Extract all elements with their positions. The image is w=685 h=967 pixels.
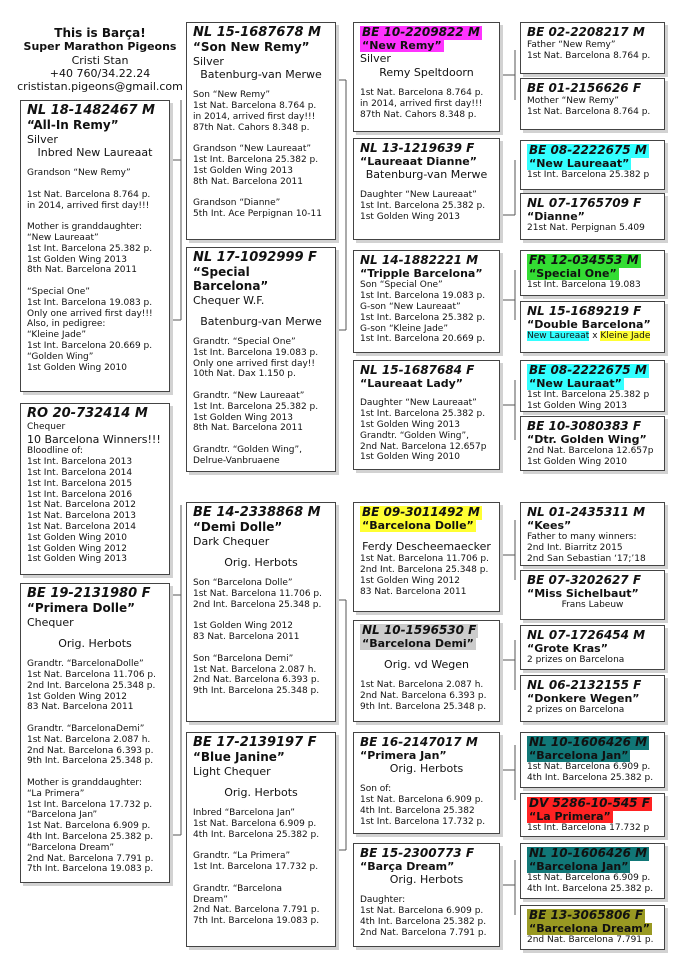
ring-number: DV 5286-10-545 F bbox=[529, 796, 650, 810]
ring-number: NL 10-1606426 M bbox=[529, 846, 648, 860]
pigeon-results: 1st Nat. Barcelona 8.764 p. in 2014, arrived first day!!! 87th Nat. Cahors 8.348 p. bbox=[360, 87, 484, 120]
pigeon-name: “Son New Remy” bbox=[193, 39, 310, 54]
pigeon-results: Grandson “New Remy” 1st Nat. Barcelona 8.764 p. in 2014, arrived first day!!! Mother is granddaughter: “New Laureaat” 1st Int. Barcelona 25.382 p. 1st Golden Wing 2013 8th Nat. Barcelona 2011 “Special One” 1st Int. Barcelona 19.083 p. Only one arrived first day!!! Also, in pedigree: “Kleine Jade” 1st Int. Barcelona 20.669 p. “Golden Wing” 1st Golden Wing 2010 bbox=[27, 168, 153, 373]
pigeon-name: “Grote Kras” bbox=[527, 641, 608, 655]
pigeon-color: Silver bbox=[27, 132, 58, 146]
ring-number: NL 17-1092999 F bbox=[193, 250, 317, 265]
pigeon-breeder: Batenburg-van Merwe bbox=[200, 315, 322, 329]
pigeon-card-laureaat-lady bbox=[353, 360, 500, 470]
ring-number: NL 18-1482467 M bbox=[27, 103, 155, 118]
ring-number: NL 15-1687684 F bbox=[360, 363, 475, 377]
ring-number: FR 12-034553 M bbox=[529, 253, 639, 267]
pigeon-card-barcelona-jan-2: NL 10-1606426 M “Barcelona Jan” 1st Nat. Barcelona 6.909 p. 4th Int. Barcelona 25.382 p. bbox=[520, 843, 665, 899]
pigeon-name: “Special One” bbox=[529, 266, 617, 280]
pigeon-color: Light Chequer bbox=[193, 764, 271, 778]
pigeon-note: 10 Barcelona Winners!!! bbox=[27, 432, 161, 446]
ring-number: BE 15-2300773 F bbox=[360, 846, 475, 860]
pigeon-card-blue-janine bbox=[186, 732, 336, 947]
pigeon-breeder: Frans Labeuw bbox=[561, 600, 624, 611]
pigeon-card-miss-sichelbaut bbox=[520, 570, 665, 620]
ring-number: BE 08-2222675 M bbox=[529, 143, 647, 157]
pigeon-results: Daughter “New Laureaat” 1st Int. Barcelona 25.382 p. 1st Golden Wing 2013 Grandtr. “Golden Wing”, 2nd Nat. Barcelona 12.657p 1st Golden Wing 2010 bbox=[360, 398, 487, 463]
ring-number: BE 09-3011492 M bbox=[362, 505, 480, 519]
pigeon-card-donkere-wegen: NL 06-2132155 F “Donkere Wegen” 2 prizes on Barcelona bbox=[520, 675, 665, 722]
pigeon-color: Chequer bbox=[27, 615, 74, 629]
pigeon-name: “Laureaat Dianne” bbox=[360, 154, 477, 168]
pigeon-card-special-barcelona bbox=[186, 247, 336, 472]
pigeon-color: Dark Chequer bbox=[193, 534, 270, 548]
pigeon-breeder: Orig. Herbots bbox=[224, 786, 298, 800]
pigeon-breeder: Batenburg-van Merwe bbox=[200, 68, 322, 82]
pigeon-breeder: Batenburg-van Merwe bbox=[365, 168, 488, 182]
ring-number: NL 10-1606426 M bbox=[529, 735, 648, 749]
pigeon-card-main bbox=[20, 100, 170, 392]
pigeon-color: Silver bbox=[193, 54, 224, 68]
pigeon-results: Daughter: 1st Nat. Barcelona 6.909 p. 4th Int. Barcelona 25.382 p. 2nd Nat. Barcelona 7.791 p. bbox=[360, 895, 487, 938]
ring-number: BE 07-3202627 F bbox=[527, 573, 642, 587]
ring-number: NL 07-1765709 F bbox=[527, 196, 642, 210]
pigeon-name: “New Laureaat” bbox=[529, 156, 630, 170]
pigeon-results: Bloodline of: 1st Int. Barcelona 2013 1st Int. Barcelona 2014 1st Int. Barcelona 2015 1st Int. Barcelona 2016 1st Nat. Barcelona 2012 1st Nat. Barcelona 2013 1st Nat. Barcelona 2014 1st Golden Wing 2010 1st Golden Wing 2012 1st Golden Wing 2013 bbox=[27, 446, 136, 565]
pigeon-breeder: Orig. Herbots bbox=[389, 873, 464, 887]
pigeon-color: Chequer W.F. bbox=[193, 293, 265, 307]
pigeon-results: Son “Barcelona Dolle” 1st Nat. Barcelona 11.706 p. 2nd Int. Barcelona 25.348 p. 1st Golden Wing 2012 83 Nat. Barcelona 2011 Son “Barcelona Demi” 1st Nat. Barcelona 2.087 h. 2nd Nat. Barcelona 6.393 p. 9th Int. Barcelona 25.348 p. bbox=[193, 578, 322, 697]
pigeon-results: Son of: 1st Nat. Barcelona 6.909 p. 4th Int. Barcelona 25.382 1st Int. Barcelona 17.732 p. bbox=[360, 784, 486, 827]
pigeon-name: “Barcelona Dolle” bbox=[362, 518, 474, 532]
pigeon-card-barcelona-jan: NL 10-1606426 M “Barcelona Jan” 1st Nat. Barcelona 6.909 p. 4th Int. Barcelona 25.382 p. bbox=[520, 732, 665, 788]
pigeon-breeder: Ferdy Descheemaecker bbox=[362, 540, 491, 554]
pigeon-card-demi-dolle bbox=[186, 502, 336, 722]
pigeon-card-father-new-remy: BE 02-2208217 M Father “New Remy” 1st Nat. Barcelona 8.764 p. bbox=[520, 22, 665, 74]
pigeon-breeder: Orig. Herbots bbox=[224, 556, 298, 570]
pigeon-card-new-laureaat: BE 08-2222675 M “New Laureaat” 1st Int. Barcelona 25.382 p bbox=[520, 140, 665, 190]
pigeon-card-barcelona-dolle bbox=[353, 502, 500, 612]
pigeon-name: “Demi Dolle” bbox=[193, 519, 283, 534]
pigeon-name: “Barcelona Jan” bbox=[529, 748, 629, 762]
pigeon-name: “Laureaat Lady” bbox=[360, 376, 464, 390]
ring-number: BE 02-2208217 M bbox=[527, 25, 645, 39]
ring-number: BE 16-2147017 M bbox=[360, 735, 478, 749]
pigeon-card-son-new-remy bbox=[186, 22, 336, 240]
pigeon-name: “Primera Jan” bbox=[360, 748, 447, 762]
pigeon-breeder: Orig. Herbots bbox=[58, 637, 132, 651]
pigeon-breeder: Orig. Herbots bbox=[389, 762, 464, 776]
pigeon-card-chequer bbox=[20, 403, 170, 575]
pigeon-name: “Double Barcelona” bbox=[527, 317, 651, 331]
pigeon-card-dtr-golden-wing: BE 10-3080383 F “Dtr. Golden Wing” 2nd Nat. Barcelona 12.657p 1st Golden Wing 2010 bbox=[520, 416, 665, 471]
ring-number: NL 06-2132155 F bbox=[527, 678, 642, 692]
pigeon-card-la-primera: DV 5286-10-545 F “La Primera” 1st Int. Barcelona 17.732 p bbox=[520, 793, 665, 837]
ring-number: NL 13-1219639 F bbox=[360, 141, 475, 155]
pigeon-name: “New Lauraat” bbox=[529, 376, 622, 390]
parent-tag: New Laureaat bbox=[527, 331, 590, 342]
pigeon-results: Son “New Remy” 1st Nat. Barcelona 8.764 p. in 2014, arrived first day!!! 87th Nat. Cahors 8.348 p. Grandson “New Laureaat” 1st Int. Barcelona 25.382 p. 1st Golden Wing 2013 8th Nat. Barcelona 2011 Grandson “Dianne” 5th Int. Ace Perpignan 10-11 bbox=[193, 90, 322, 219]
ring-number: RO 20-732414 M bbox=[27, 406, 148, 421]
pigeon-name: “Donkere Wegen” bbox=[527, 691, 640, 705]
pigeon-results: 1st Nat. Barcelona 11.706 p. 2nd Int. Barcelona 25.348 p. 1st Golden Wing 2012 83 Nat. Barcelona 2011 bbox=[360, 554, 489, 597]
ring-number: NL 15-1687678 M bbox=[193, 25, 321, 40]
ring-number: NL 14-1882221 M bbox=[360, 253, 479, 267]
ring-number: NL 01-2435311 M bbox=[527, 505, 646, 519]
pigeon-name: “All-In Remy” bbox=[27, 117, 119, 132]
pigeon-results: Grandtr. “Special One” 1st Int. Barcelona 19.083 p. Only one arrived first day!! 10th Nat. Dax 1.150 p. Grandtr. “New Laureaat” 1st Int. Barcelona 25.382 p. 1st Golden Wing 2013 8th Nat. Barcelona 2011 Grandtr. “Golden Wing”, Delrue-Vanbruaene bbox=[193, 337, 319, 466]
pigeon-name: “Barcelona Jan” bbox=[529, 859, 629, 873]
pigeon-name: “Barcelona Demi” bbox=[362, 636, 474, 650]
pigeon-name: “Barça Dream” bbox=[360, 859, 455, 873]
pigeon-name: “New Remy” bbox=[362, 38, 442, 52]
pigeon-name: “Primera Dolle” bbox=[27, 600, 136, 615]
pigeon-color: Silver bbox=[360, 52, 391, 66]
ring-number: NL 10-1596530 F bbox=[362, 623, 477, 637]
pigeon-breeder: Inbred New Laureaat bbox=[37, 146, 153, 160]
pigeon-breeder: Remy Speltdoorn bbox=[379, 66, 474, 80]
pigeon-card-laureaat-dianne bbox=[353, 138, 500, 240]
pigeon-name: “Dianne” bbox=[527, 209, 585, 223]
ring-number: BE 13-3065806 F bbox=[529, 908, 644, 922]
pigeon-results: Son “Special One” 1st Int. Barcelona 19.083 p. G-son “New Laureaat” 1st Int. Barcelona 25.382 p. G-son “Kleine Jade” 1st Int. Barcelona 20.669 p. bbox=[360, 280, 486, 345]
pigeon-results: Grandtr. “BarcelonaDolle” 1st Nat. Barcelona 11.706 p. 2nd Int. Barcelona 25.348 p. 1st Golden Wing 2012 83 Nat. Barcelona 2011 Grandtr. “BarcelonaDemi” 1st Nat. Barcelona 2.087 h. 2nd Nat. Barcelona 6.393 p. 9th Int. Barcelona 25.348 p. Mother is granddaughter: “La Primera” 1st Int. Barcelona 17.732 p. “Barcelona Jan” 1st Nat. Barcelona 6.909 p. 4th Int. Barcelona 25.382 p. “Barcelona Dream” 2nd Nat. Barcelona 7.791 p. 7th Int. Barcelona 19.083 p. bbox=[27, 659, 156, 875]
pigeon-card-new-remy bbox=[353, 22, 500, 132]
pigeon-name: “La Primera” bbox=[529, 809, 611, 823]
pigeon-card-barcelona-dream: BE 13-3065806 F “Barcelona Dream” 2nd Nat. Barcelona 7.791 p. bbox=[520, 905, 665, 950]
pigeon-results: Daughter “New Laureaat” 1st Int. Barcelona 25.382 p. 1st Golden Wing 2013 bbox=[360, 190, 486, 222]
pigeon-card-special-one: FR 12-034553 M “Special One” 1st Int. Barcelona 19.083 bbox=[520, 250, 665, 296]
pigeon-results: 1st Nat. Barcelona 2.087 h. 2nd Nat. Barcelona 6.393 p. 9th Int. Barcelona 25.348 p. bbox=[360, 680, 487, 712]
breeder-name: Cristi Stan bbox=[71, 53, 129, 67]
ring-number: NL 15-1689219 F bbox=[527, 304, 642, 318]
page-subtitle: Super Marathon Pigeons bbox=[23, 40, 177, 54]
pigeon-card-barca-dream bbox=[353, 843, 500, 947]
breeder-email[interactable]: crististan.pigeons@gmail.com bbox=[17, 79, 183, 93]
ring-number: BE 14-2338868 M bbox=[193, 505, 321, 520]
ring-number: BE 17-2139197 F bbox=[193, 735, 317, 750]
pigeon-card-kees: NL 01-2435311 M “Kees” Father to many winners: 2nd Int. Biarritz 2015 2nd San Sebastian ‘17;’18 bbox=[520, 502, 665, 566]
pigeon-name: “Kees” bbox=[527, 518, 572, 532]
pigeon-color: Chequer bbox=[27, 421, 66, 432]
pigeon-name: “Dtr. Golden Wing” bbox=[527, 432, 647, 446]
pigeon-card-mother-new-remy: BE 01-2156626 F Mother “New Remy” 1st Nat. Barcelona 8.764 p. bbox=[520, 78, 665, 130]
pigeon-card-grote-kras: NL 07-1726454 M “Grote Kras” 2 prizes on Barcelona bbox=[520, 625, 665, 670]
ring-number: BE 01-2156626 F bbox=[527, 81, 642, 95]
pigeon-results: Inbred “Barcelona Jan” 1st Nat. Barcelona 6.909 p. 4th Int. Barcelona 25.382 p. Grandtr. “La Primera” 1st Int. Barcelona 17.732 p. Grandtr. “Barcelona Dream” 2nd Nat. Barcelona 7.791 p. 7th Int. Barcelona 19.083 p. bbox=[193, 808, 320, 927]
breeder-header bbox=[8, 26, 192, 93]
ring-number: BE 10-3080383 F bbox=[527, 419, 642, 433]
pigeon-name: “Special Barcelona” bbox=[193, 264, 269, 293]
pigeon-card-new-lauraat: BE 08-2222675 M “New Lauraat” 1st Int. Barcelona 25.382 p 1st Golden Wing 2013 bbox=[520, 360, 665, 412]
ring-number: NL 07-1726454 M bbox=[527, 628, 646, 642]
ring-number: BE 10-2209822 M bbox=[362, 25, 480, 39]
ring-number: BE 19-2131980 F bbox=[27, 586, 151, 601]
pigeon-breeder: Orig. vd Wegen bbox=[384, 658, 469, 672]
pigeon-name: “Blue Janine” bbox=[193, 749, 285, 764]
ring-number: BE 08-2222675 M bbox=[529, 363, 647, 377]
pigeon-name: “Miss Sichelbaut” bbox=[527, 586, 639, 600]
breeder-phone: +40 760/34.22.24 bbox=[49, 66, 151, 80]
parent-tag: Kleine Jade bbox=[600, 331, 651, 342]
page-title: This is Barça! bbox=[54, 26, 146, 40]
pigeon-card-barcelona-demi bbox=[353, 620, 500, 722]
pigeon-card-primera-jan bbox=[353, 732, 500, 834]
pigeon-name: “Tripple Barcelona” bbox=[360, 266, 483, 280]
pigeon-card-tripple-barcelona bbox=[353, 250, 500, 353]
pigeon-card-dianne: NL 07-1765709 F “Dianne” 21st Nat. Perpignan 5.409 bbox=[520, 193, 665, 240]
pigeon-card-primera-dolle bbox=[20, 583, 170, 883]
pigeon-name: “Barcelona Dream” bbox=[529, 921, 650, 935]
pigeon-card-double-barcelona: NL 15-1689219 F “Double Barcelona” New Laureaat x Kleine Jade bbox=[520, 301, 665, 353]
